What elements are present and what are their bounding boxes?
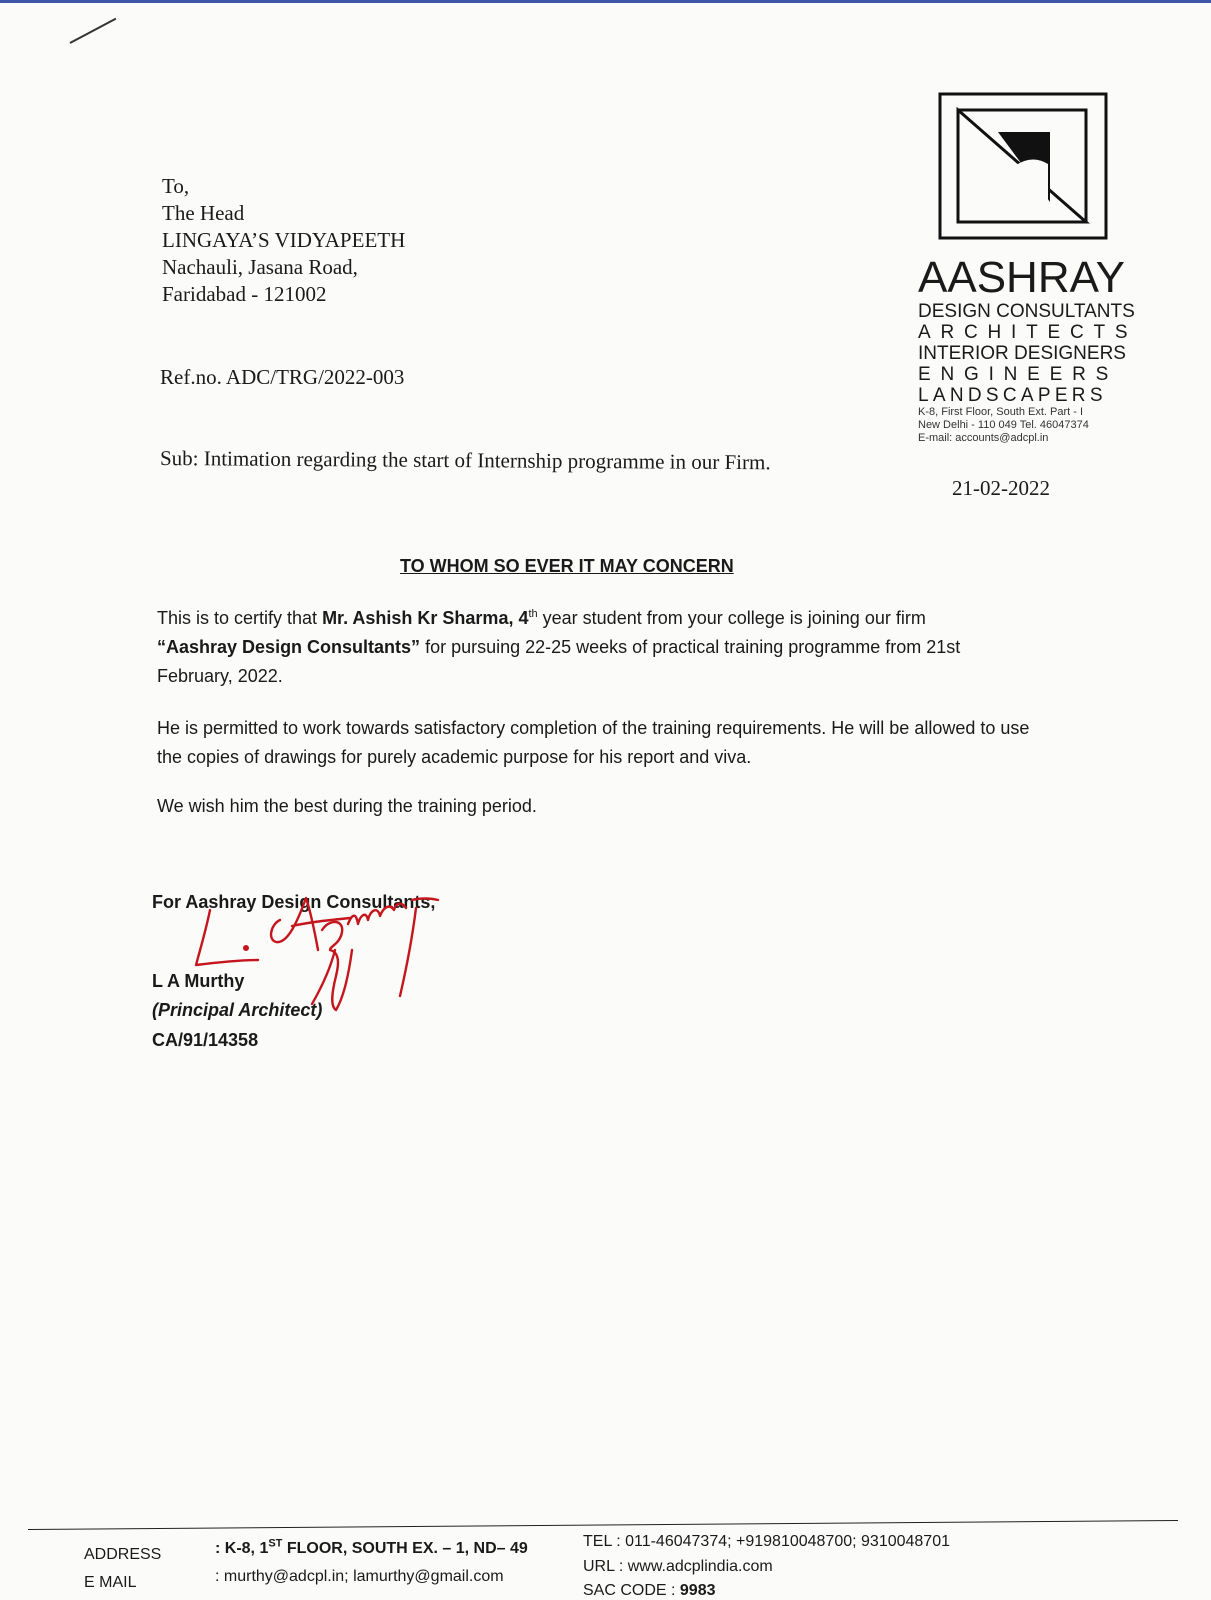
letterhead-address: K-8, First Floor, South Ext. Part - I <box>918 406 1084 418</box>
footer-email-label: E MAIL <box>84 1574 137 1591</box>
page-top-edge <box>0 0 1211 3</box>
footer-sac-label: SAC CODE : <box>583 1582 680 1599</box>
footer-telephone: TEL : 011-46047374; +919810048700; 9310048701 <box>583 1533 950 1550</box>
letterhead-line: DESIGN CONSULTANTS <box>918 301 1135 322</box>
recipient-line: The Head <box>162 201 245 225</box>
body-text: year student from your college is joining our firm <box>537 608 926 628</box>
footer-email-value: : murthy@adcpl.in; lamurthy@gmail.com <box>215 1568 504 1585</box>
recipient-line: Nachauli, Jasana Road, <box>162 255 358 279</box>
recipient-line: LINGAYA’S VIDYAPEETH <box>162 228 406 252</box>
signatory-title: (Principal Architect) <box>152 1000 323 1020</box>
letterhead-line: ENGINEERS <box>918 364 1119 385</box>
subject-line: Sub: Intimation regarding the start of Internship programme in our Firm. <box>159 446 771 475</box>
footer-sac-code <box>583 1582 716 1600</box>
body-paragraph: He is permitted to work towards satisfactory completion of the training requirements. He will be allowed to use the copies of drawings for purely academic purpose for his report and viva. <box>157 718 1030 767</box>
reference-number: Ref.no. ADC/TRG/2022-003 <box>160 365 405 389</box>
recipient-address <box>162 173 405 308</box>
body-text: This is to certify that <box>157 608 323 628</box>
footer-address-label: ADDRESS <box>84 1546 162 1563</box>
brand-name: AASHRAY <box>918 253 1126 302</box>
recipient-line: Faridabad - 121002 <box>162 282 327 306</box>
letter-heading: TO WHOM SO EVER IT MAY CONCERN <box>400 556 734 576</box>
letterhead-email: E-mail: accounts@adcpl.in <box>918 432 1049 444</box>
student-name: Mr. Ashish Kr Sharma, 4 <box>322 608 529 628</box>
footer-address-text: FLOOR, SOUTH EX. – 1, ND– 49 <box>282 1540 528 1557</box>
ordinal-suffix: ST <box>268 1537 283 1550</box>
pen-mark <box>70 18 117 44</box>
body-text: for pursuing 22-25 weeks of practical training programme from 21st February, 2022. <box>157 637 961 686</box>
letterhead-line: ARCHITECTS <box>918 322 1138 343</box>
triangle-square-logo-icon <box>938 92 1108 240</box>
footer-divider <box>28 1520 1178 1530</box>
letter-date: 21-02-2022 <box>952 476 1050 500</box>
signatory-registration: CA/91/14358 <box>152 1030 259 1050</box>
letterhead-line: INTERIOR DESIGNERS <box>918 343 1126 364</box>
signature-for-line: For Aashray Design Consultants, <box>152 892 436 912</box>
ordinal-suffix: th <box>528 608 538 620</box>
letterhead <box>918 253 1138 445</box>
letterhead-address: New Delhi - 110 049 Tel. 46047374 <box>918 419 1089 431</box>
signatory-name: L A Murthy <box>152 971 245 991</box>
footer-address-text: : K-8, 1 <box>215 1540 269 1557</box>
footer-url: URL : www.adcplindia.com <box>583 1558 773 1575</box>
recipient-salutation: To, <box>162 174 190 198</box>
footer-sac-value: 9983 <box>679 1582 716 1599</box>
firm-name: “Aashray Design Consultants” <box>157 637 421 657</box>
body-paragraph <box>157 604 1037 691</box>
footer-address-value <box>215 1537 528 1558</box>
body-paragraph: We wish him the best during the training period. <box>157 796 537 816</box>
letterhead-line: LANDSCAPERS <box>918 385 1107 406</box>
